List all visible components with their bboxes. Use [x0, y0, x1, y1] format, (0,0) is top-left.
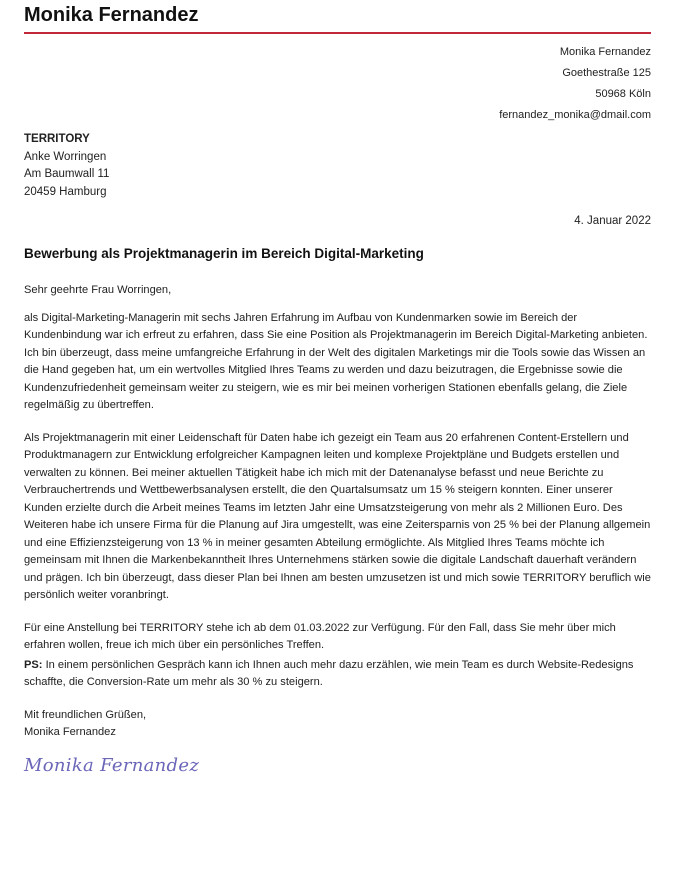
- handwritten-signature: Monika Fernandez: [24, 755, 200, 776]
- recipient-city: 20459 Hamburg: [24, 185, 107, 198]
- sender-city: 50968 Köln: [595, 88, 651, 100]
- sender-street: Goethestraße 125: [562, 67, 651, 79]
- header-divider: [24, 32, 651, 34]
- paragraph-availability: Für eine Anstellung bei TERRITORY stehe ich ab dem 01.03.2022 zur Verfügung. Für den Fall, dass Sie mehr über mich erfahren wollen, freue ich mich über ein persönliches Treffen.: [24, 621, 616, 651]
- recipient-company: TERRITORY: [24, 133, 90, 145]
- closing-name: Monika Fernandez: [24, 726, 116, 738]
- sender-name: Monika Fernandez: [559, 46, 651, 58]
- paragraph-intro: als Digital-Marketing-Managerin mit sechs Jahren Erfahrung im Aufbau von Kundenmarken sowie im Bereich der Kundenbindung war ich erfreut zu erfahren, dass Sie eine Position als Projektmanagerin im Bereich Digital-Marketing anbieten. Ich bin überzeugt, dass meine umfangreiche Erfahrung in der Welt des digitalen Marketings mir die Tools sowie das Wissen an die Hand gegeben hat, um ein wertvolles Mitglied Ihres Teams zu werden und dazu beizutragen, die Ergebnisse sowie die Kundenzufriedenheit gemeinsam weiter zu steigern, wie es mir bei meinen vorherigen Stationen ebenfalls gelang, die Ziele regelmäßig zu übertreffen.: [24, 311, 648, 411]
- header-name: Monika Fernandez: [24, 4, 199, 26]
- postscript-text: In einem persönlichen Gespräch kann ich Ihnen auch mehr dazu erzählen, wie mein Team es durch Website-Redesigns schaffte, die Conversion-Rate um mehr als 30 % zu steigern.: [24, 658, 634, 688]
- salutation: Sehr geehrte Frau Worringen,: [24, 284, 172, 296]
- closing-greeting: Mit freundlichen Grüßen,: [24, 708, 147, 721]
- postscript: [24, 657, 651, 692]
- recipient-street: Am Baumwall 11: [24, 168, 110, 180]
- letter-subject: Bewerbung als Projektmanagerin im Bereich Digital-Marketing: [24, 246, 424, 261]
- sender-address: [499, 42, 651, 126]
- sender-email: fernandez_monika@dmail.com: [499, 109, 651, 121]
- postscript-label: PS:: [24, 658, 43, 671]
- letter-body: [24, 282, 651, 742]
- letter-date: 4. Januar 2022: [574, 215, 651, 227]
- paragraph-experience: Als Projektmanagerin mit einer Leidenschaft für Daten habe ich gezeigt ein Team aus 20 erfahrenen Content-Erstellern und Produktmanagern zur Entwicklung erfolgreicher Kampagnen leiten und komplexe Projektpläne und Budgets erstellen und verwalten zu können. Bei meiner aktuellen Tätigkeit habe ich mich mit der Datenanalyse befasst und neue Berichte zu Verbrauchertrends und Wettbewerbsanalysen erstellt, die den Quartalsumsatz um 15 % steigern konnten. Einer unserer Kunden erzielte durch die Arbeit meines Teams im letzten Jahr eine Umsatzsteigerung von mehr als 2 Millionen Euro. Des Weiteren habe ich unsere Firma für die Planung auf Jira umgestellt, was eine Zeitersparnis von 25 % bei der Planung allgemein und eine Effizienzsteigerung von 13 % in meiner gesamten Abteilung ermöglichte. Als Mitglied Ihres Teams möchte ich gemeinsam mit Ihnen die Markenbekanntheit Ihres Unternehmens stärken sowie die digitale Landschaft dauerhaft verändern und prägen. Ich bin überzeugt, dass dieser Plan bei Ihnen am besten umzusetzen ist und mich sowie TERRITORY beruflich wie persönlich weiter voranbringt.: [24, 431, 651, 601]
- recipient-contact: Anke Worringen: [24, 150, 107, 163]
- recipient-address: [24, 131, 109, 201]
